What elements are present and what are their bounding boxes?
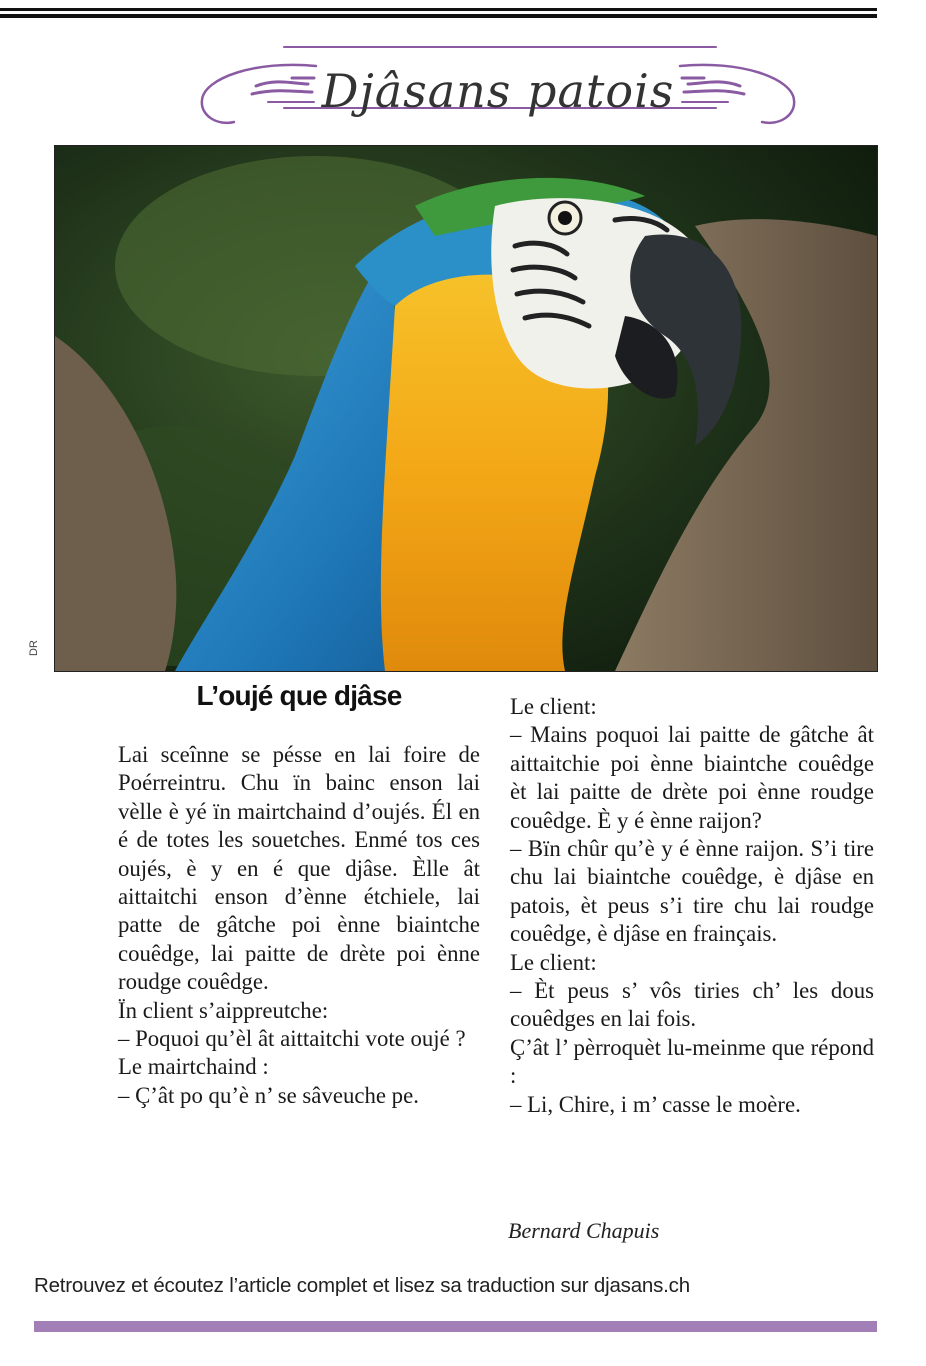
footer-link-text: Retrouvez et écoutez l’article complet et lisez sa traduction sur djasans.ch bbox=[34, 1274, 690, 1297]
paragraph: Le mairtchaind : bbox=[118, 1054, 269, 1080]
parrot-photo bbox=[54, 145, 878, 672]
footer-accent-bar bbox=[34, 1321, 877, 1332]
article-column-left bbox=[118, 741, 480, 1110]
column-title: Djâsans patois bbox=[321, 64, 675, 118]
column-header bbox=[196, 28, 800, 138]
paragraph: Le client: bbox=[510, 949, 597, 975]
paragraph: Ç’ât l’ pèrroquèt lu-meinme que répond : bbox=[510, 1034, 874, 1089]
top-rule-thin bbox=[0, 8, 877, 11]
paragraph: Lai sceînne se pésse en lai foire de Poérreintru. Chu ïn bainc enson lai vèlle è yé ïn mairtchaind d’oujés. Él en é de totes les souetches. Enmé tos ces oujés, è y en é que djâse. Èlle ât aittaitchi enson d’ènne étchiele, lai patte de gâtche poi ènne biaintche couêdge, lai paitte de drète poi ènne roudge couêdge. bbox=[118, 742, 480, 995]
paragraph: – Ç’ât po qu’è n’ se sâveuche pe. bbox=[118, 1082, 419, 1108]
paragraph: – Mains poquoi lai paitte de gâtche ât aittaitchie poi ènne biaintche couêdge èt lai paitte de drète poi ènne roudge couêdge. È y é ènne raijon? bbox=[510, 722, 874, 833]
photo-credit: DR bbox=[28, 640, 40, 656]
author-signature: Bernard Chapuis bbox=[508, 1218, 660, 1243]
parrot-image-icon bbox=[55, 146, 877, 671]
article-title: L’oujé que djâse bbox=[196, 680, 402, 711]
article-column-right bbox=[510, 693, 874, 1119]
paragraph: Ïn client s’aippreutche: bbox=[118, 997, 329, 1023]
top-rule-thick bbox=[0, 14, 877, 18]
paragraph: – Poquoi qu’èl ât aittaitchi vote oujé ? bbox=[118, 1026, 466, 1052]
paragraph: – Li, Chire, i m’ casse le moère. bbox=[510, 1091, 801, 1117]
paragraph: – Èt peus s’ vôs tiries ch’ les dous couêdges en lai fois. bbox=[510, 978, 874, 1032]
paragraph: Le client: bbox=[510, 694, 597, 719]
paragraph: – Bïn chûr qu’è y é ènne raijon. S’i tire chu lai biaintche couêdge, è djâse en patois, èt peus s’i tire chu lai roudge couêdge, è djâse en frainçais. bbox=[510, 836, 874, 947]
